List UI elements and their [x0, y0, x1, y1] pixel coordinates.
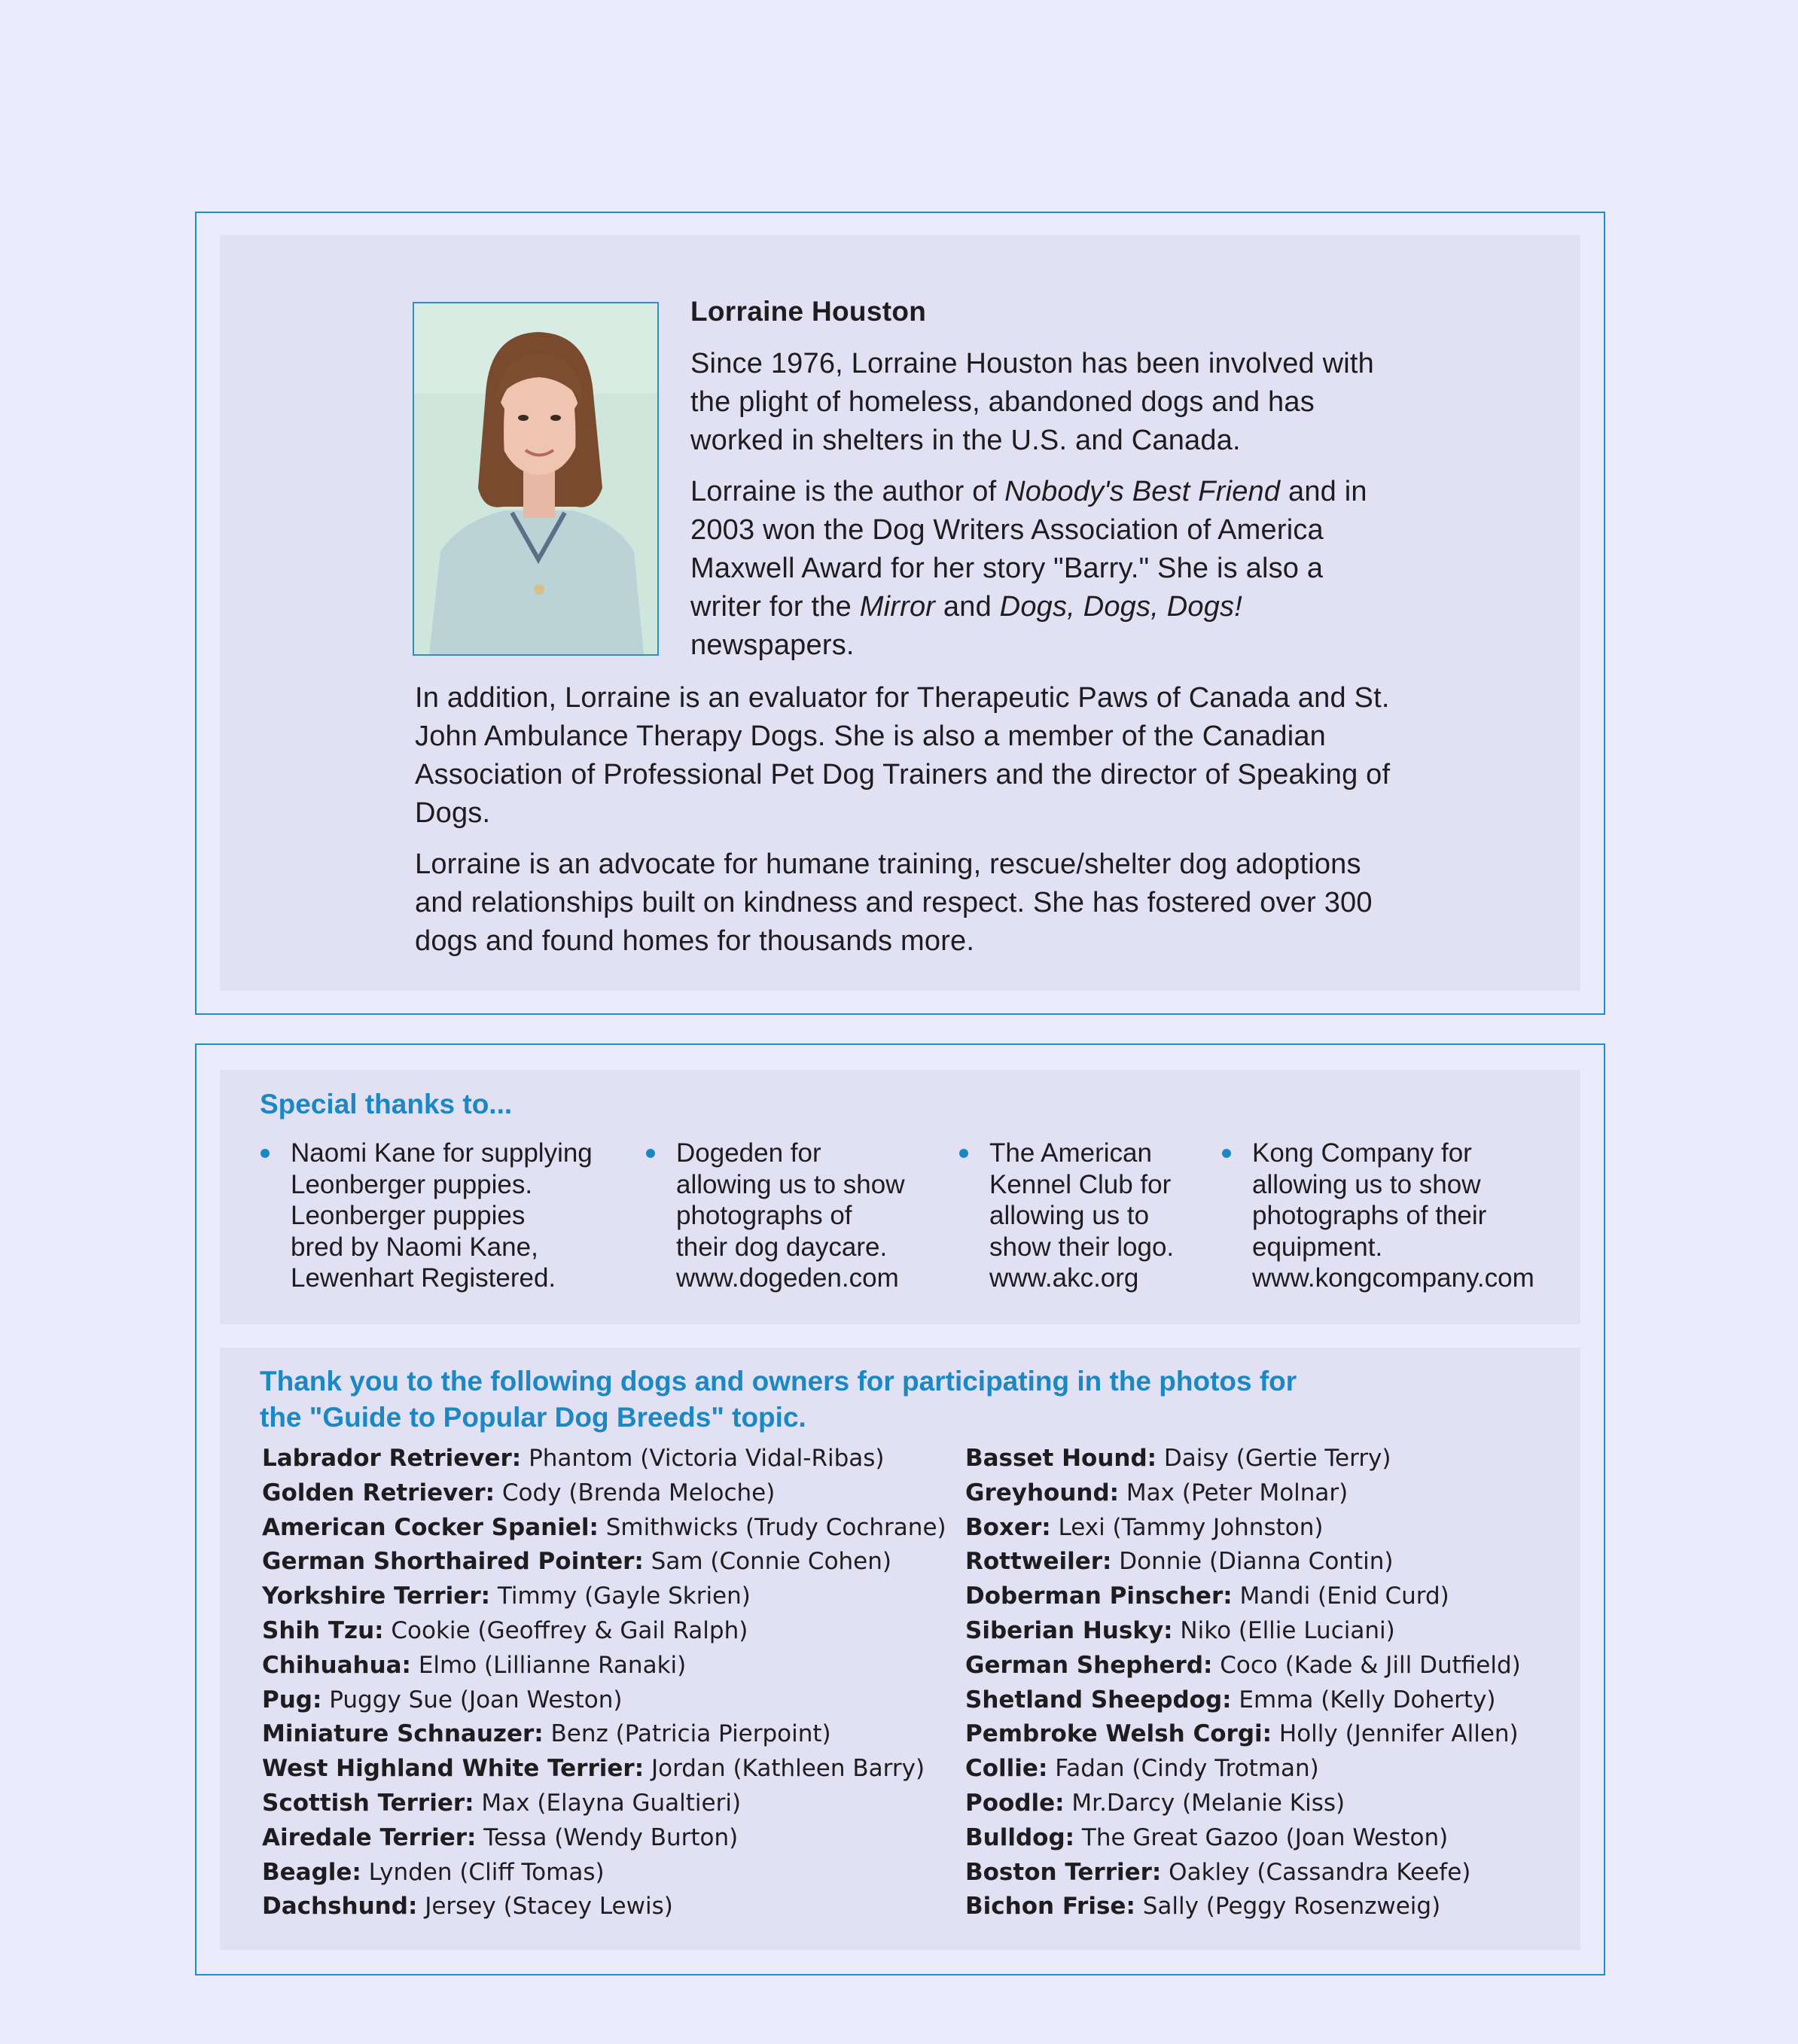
dog-list-item [965, 1545, 1521, 1579]
dog-and-owner: Cookie (Geoffrey & Gail Ralph) [383, 1616, 748, 1644]
dog-and-owner: Timmy (Gayle Skrien) [490, 1583, 751, 1610]
dog-and-owner: Daisy (Gertie Terry) [1157, 1445, 1391, 1472]
breed-name: Beagle: [262, 1858, 361, 1886]
dog-and-owner: Phantom (Victoria Vidal-Ribas) [521, 1445, 885, 1472]
breed-name: Labrador Retriever: [262, 1445, 522, 1472]
thanks-item-text: The American Kennel Club for allowing us to show their logo. www.akc.org [989, 1138, 1175, 1293]
dog-and-owner: Sam (Connie Cohen) [643, 1548, 891, 1576]
author-photo [413, 302, 659, 656]
breed-name: Greyhound: [965, 1479, 1120, 1506]
dog-list-item [262, 1821, 946, 1856]
dog-list-item [965, 1717, 1521, 1752]
bio-p2-text-b: and in 2003 won the Dog Writers Association of America Maxwell Award for her story "Barry." She is also a writer for the [690, 476, 1367, 623]
breed-name: Yorkshire Terrier: [262, 1583, 491, 1610]
bullet-icon [1222, 1149, 1231, 1158]
dog-and-owner: Oakley (Cassandra Keefe) [1161, 1858, 1471, 1886]
dog-list-item [965, 1649, 1521, 1683]
breed-name: Poodle: [965, 1789, 1065, 1817]
thanks-item-text: Dogeden for allowing us to show photographs of their dog daycare. www.dogeden.com [676, 1138, 905, 1293]
dog-and-owner: Sally (Peggy Rosenzweig) [1135, 1893, 1441, 1921]
dog-list-item [965, 1856, 1521, 1890]
dog-list-item [965, 1442, 1521, 1476]
newspaper-title-dogs: Dogs, Dogs, Dogs! [999, 591, 1242, 623]
dog-list-item [965, 1579, 1521, 1614]
dog-and-owner: Smithwicks (Trudy Cochrane) [598, 1513, 946, 1541]
dog-and-owner: Tessa (Wendy Burton) [476, 1823, 739, 1851]
bio-p2-text-c: and [935, 591, 1000, 623]
dog-list-item [262, 1787, 946, 1821]
breed-name: Rottweiler: [965, 1548, 1112, 1576]
breed-name: Collie: [965, 1755, 1048, 1783]
thanks-item [646, 1138, 962, 1294]
dog-list-item [262, 1545, 946, 1579]
breed-name: Pug: [262, 1686, 322, 1713]
dog-and-owner: Mr.Darcy (Melanie Kiss) [1064, 1789, 1345, 1817]
breed-name: Boston Terrier: [965, 1858, 1162, 1886]
dog-and-owner: Max (Peter Molnar) [1119, 1479, 1348, 1506]
dog-list-item [965, 1890, 1521, 1924]
bullet-icon [959, 1149, 968, 1158]
breed-name: Boxer: [965, 1513, 1051, 1541]
dog-list-item [965, 1787, 1521, 1821]
newspaper-title-mirror: Mirror [859, 591, 936, 623]
breed-name: Basset Hound: [965, 1445, 1157, 1472]
breed-name: Chihuahua: [262, 1651, 411, 1679]
bio-paragraph-2 [690, 473, 1391, 665]
dog-and-owner: The Great Gazoo (Joan Weston) [1074, 1823, 1449, 1851]
dog-list-item [965, 1752, 1521, 1787]
dog-list-item [965, 1476, 1521, 1511]
thanks-item [261, 1138, 637, 1294]
breed-name: Shetland Sheepdog: [965, 1686, 1232, 1713]
dog-and-owner: Puggy Sue (Joan Weston) [322, 1686, 623, 1713]
book-title: Nobody's Best Friend [1004, 476, 1281, 507]
thanks-item-text: Naomi Kane for supplying Leonberger puppies. Leonberger puppies bred by Naomi Kane, Lewenhart Registered. [291, 1138, 593, 1293]
dog-and-owner: Jersey (Stacey Lewis) [417, 1893, 673, 1921]
breed-name: Dachshund: [262, 1893, 418, 1921]
breed-name: American Cocker Spaniel: [262, 1513, 599, 1541]
breed-name: Siberian Husky: [965, 1616, 1173, 1644]
dog-and-owner: Coco (Kade & Jill Dutfield) [1212, 1651, 1521, 1679]
breed-name: West Highland White Terrier: [262, 1755, 645, 1783]
dog-list-item [965, 1821, 1521, 1856]
dog-list-item [262, 1476, 946, 1511]
thanks-item [959, 1138, 1230, 1294]
breed-name: Doberman Pinscher: [965, 1583, 1233, 1610]
special-thanks-heading: Special thanks to... [260, 1089, 513, 1119]
breed-name: Airedale Terrier: [262, 1823, 477, 1851]
breed-name: Miniature Schnauzer: [262, 1720, 544, 1748]
dog-and-owner: Jordan (Kathleen Barry) [644, 1755, 925, 1783]
dog-list-item [262, 1752, 946, 1787]
bio-paragraph-1: Since 1976, Lorraine Houston has been involved with the plight of homeless, abandoned dogs and has worked in shelters in the U.S. and Canada. [690, 348, 1375, 456]
breed-name: German Shepherd: [965, 1651, 1213, 1679]
dog-and-owner: Donnie (Dianna Contin) [1111, 1548, 1394, 1576]
breed-name: German Shorthaired Pointer: [262, 1548, 644, 1576]
dog-and-owner: Lynden (Cliff Tomas) [361, 1858, 605, 1886]
dog-list-item [262, 1579, 946, 1614]
breed-name: Scottish Terrier: [262, 1789, 474, 1817]
breed-name: Bichon Frise: [965, 1893, 1135, 1921]
dog-list-item [262, 1856, 946, 1890]
bullet-icon [646, 1149, 655, 1158]
dog-and-owner: Benz (Patricia Pierpoint) [543, 1720, 831, 1748]
dog-and-owner: Lexi (Tammy Johnston) [1050, 1513, 1324, 1541]
dog-list-item [262, 1511, 946, 1546]
dog-list-item [262, 1649, 946, 1683]
dog-and-owner: Niko (Ellie Luciani) [1172, 1616, 1395, 1644]
bio-paragraph-4: Lorraine is an advocate for humane training, rescue/shelter dog adoptions and relationships built on kindness and respect. She has fostered over 300 dogs and found homes for thousands more. [415, 848, 1373, 957]
dog-list-item [262, 1442, 946, 1476]
dog-owners-heading-line-2: the "Guide to Popular Dog Breeds" topic. [260, 1402, 806, 1433]
dog-and-owner: Max (Elayna Gualtieri) [474, 1789, 742, 1817]
dog-and-owner: Holly (Jennifer Allen) [1272, 1720, 1519, 1748]
dog-list-item [262, 1717, 946, 1752]
author-name: Lorraine Houston [690, 296, 927, 327]
breed-name: Bulldog: [965, 1823, 1075, 1851]
dog-and-owner: Emma (Kelly Doherty) [1231, 1686, 1496, 1713]
thanks-item-text: Kong Company for allowing us to show photographs of their equipment. www.kongcompany.com [1252, 1138, 1534, 1293]
dog-and-owner: Fadan (Cindy Trotman) [1047, 1755, 1319, 1783]
dog-list-item [965, 1511, 1521, 1546]
bullet-icon [261, 1149, 270, 1158]
bio-p2-text-d: newspapers. [690, 629, 855, 661]
dog-and-owner: Mandi (Enid Curd) [1232, 1583, 1449, 1610]
bio-p2-text-a: Lorraine is the author of [690, 476, 1005, 507]
dog-and-owner: Elmo (Lillianne Ranaki) [410, 1651, 687, 1679]
breed-name: Golden Retriever: [262, 1479, 495, 1506]
dog-list-item [262, 1890, 946, 1924]
dog-list-left [262, 1442, 946, 1924]
breed-name: Pembroke Welsh Corgi: [965, 1720, 1272, 1748]
dog-list-item [262, 1683, 946, 1718]
dog-list-item [965, 1683, 1521, 1718]
dog-owners-heading-line-1: Thank you to the following dogs and owners for participating in the photos for [260, 1366, 1297, 1397]
dog-list-right [965, 1442, 1521, 1924]
dog-and-owner: Cody (Brenda Meloche) [495, 1479, 776, 1506]
bio-paragraph-3: In addition, Lorraine is an evaluator for Therapeutic Paws of Canada and St. John Ambulance Therapy Dogs. She is also a member of the Canadian Association of Professional Pet Dog Trainers and the director of Speaking of Dogs. [415, 682, 1391, 829]
dog-list-item [965, 1614, 1521, 1649]
breed-name: Shih Tzu: [262, 1616, 384, 1644]
dog-owners-heading [260, 1363, 1464, 1436]
dog-list-item [262, 1614, 946, 1649]
thanks-item [1222, 1138, 1568, 1294]
